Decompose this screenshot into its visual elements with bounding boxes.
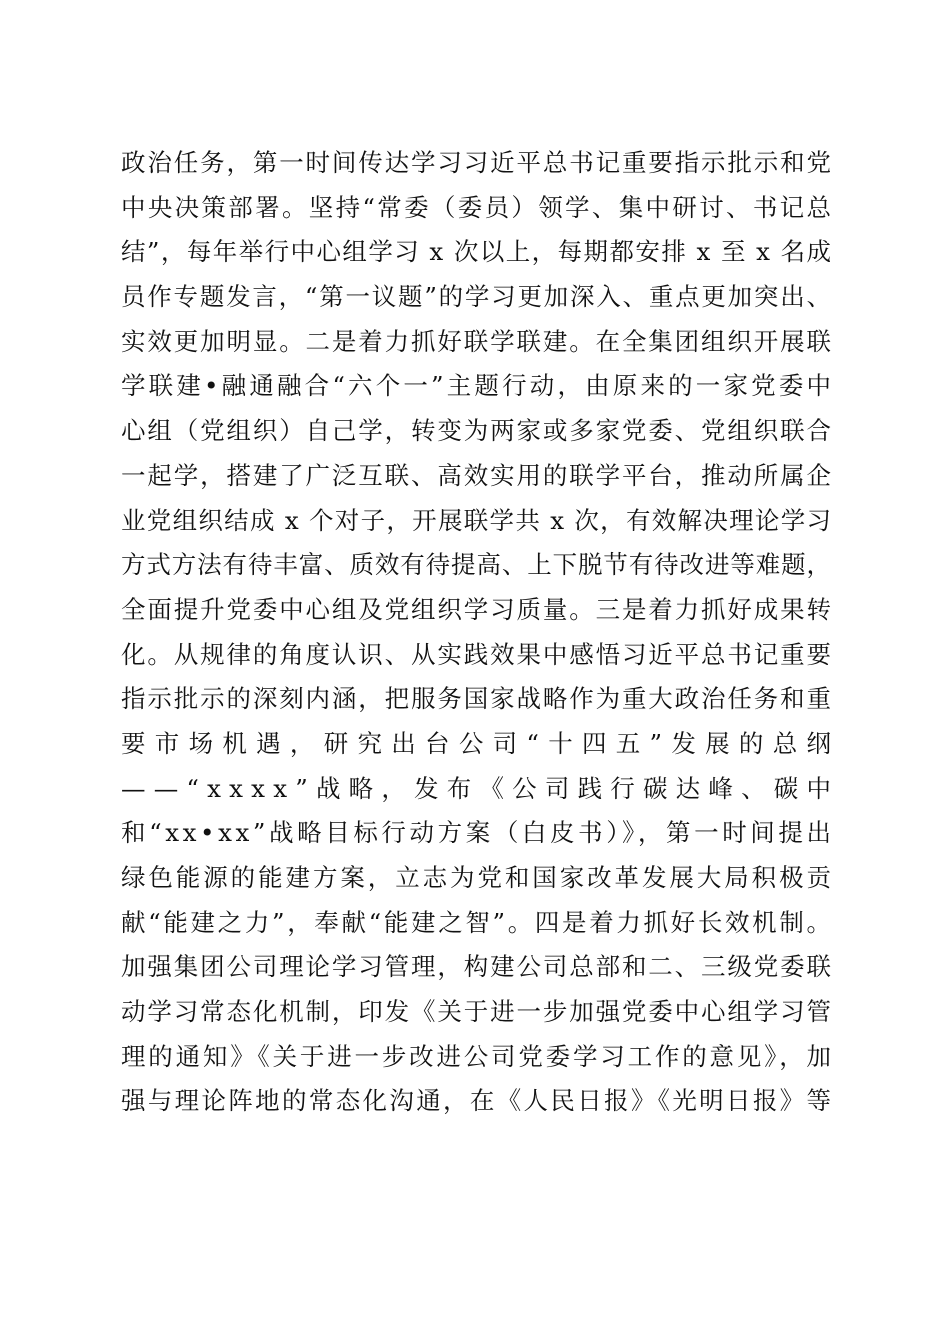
text-line: 动学习常态化机制，印发《关于进一步加强党委中心组学习管 [121, 997, 833, 1027]
text-line: 要市场机遇，研究出台公司“十四五”发展的总纲 [121, 728, 841, 758]
text-line: 加强集团公司理论学习管理，构建公司总部和二、三级党委联 [121, 952, 833, 982]
text-line: 政治任务，第一时间传达学习习近平总书记重要指示批示和党 [121, 148, 833, 177]
text-line: 方式方法有待丰富、质效有待提高、上下脱节有待改进等难题， [121, 550, 832, 580]
text-line: 一起学，搭建了广泛互联、高效实用的联学平台，推动所属企 [121, 460, 833, 490]
body-text [121, 141, 841, 1124]
text-line: 全面提升党委中心组及党组织学习质量。三是着力抓好成果转 [121, 594, 833, 624]
text-line: 员作专题发言，“第一议题”的学习更加深入、重点更加突出、 [121, 282, 833, 312]
text-line: 业党组织结成 x 个对子，开展联学共 x 次，有效解决理论学习 [121, 505, 833, 535]
text-line: 绿色能源的能建方案，立志为党和国家改革发展大局积极贡 [121, 863, 834, 892]
text-line: 指示批示的深刻内涵，把服务国家战略作为重大政治任务和重 [121, 684, 833, 714]
text-line: 学联建•融通融合“六个一”主题行动，由原来的一家党委中 [121, 371, 835, 401]
text-line: 化。从规律的角度认识、从实践效果中感悟习近平总书记重要 [121, 639, 833, 669]
text-line: 强与理论阵地的常态化沟通，在《人民日报》《光明日报》等 [121, 1086, 834, 1116]
text-line: 理的通知》《关于进一步改进公司党委学习工作的意见》，加 [121, 1041, 834, 1071]
text-line: 中央决策部署。坚持“常委（委员）领学、集中研讨、书记总 [121, 192, 834, 222]
text-line: 心组（党组织）自己学，转变为两家或多家党委、党组织联合 [121, 416, 833, 446]
text-line: 结”，每年举行中心组学习 x 次以上，每期都安排 x 至 x 名成 [121, 237, 833, 267]
text-line: 和“xx•xx”战略目标行动方案（白皮书）》，第一时间提出 [121, 818, 835, 848]
text-line: 献“能建之力”，奉献“能建之智”。四是着力抓好长效机制。 [121, 907, 834, 937]
text-line: 实效更加明显。二是着力抓好联学联建。在全集团组织开展联 [121, 326, 833, 356]
text-line: ——“xxxx”战略，发布《公司践行碳达峰、碳中 [121, 773, 840, 803]
